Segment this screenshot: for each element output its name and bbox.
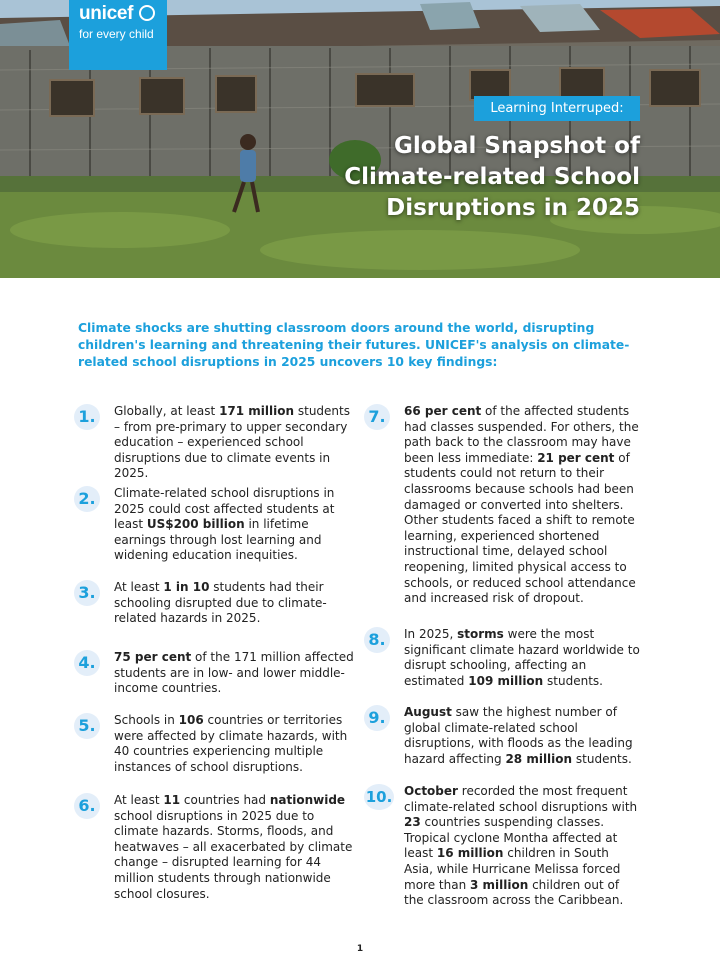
- finding-number: 6.: [74, 793, 100, 819]
- finding-number: 7.: [364, 404, 390, 430]
- body-text: of students could not return to their classrooms because schools had been damaged or converted into shelters. Other students faced a shift to remote learning, experienced shortened instructional time, delayed school reopening, limited physical access to schools, or reduced school attendance and increased risk of dropout.: [404, 450, 636, 606]
- highlight-text: 75 per cent: [114, 650, 192, 664]
- body-text: children in South Asia, while Hurricane Melissa forced more than: [404, 846, 621, 892]
- finding-text: [114, 486, 354, 564]
- body-text: students – from pre-primary to upper secondary education – experienced school disruptions due to climate events in 2025.: [114, 404, 350, 481]
- unicef-logo: [69, 0, 167, 70]
- body-text: countries had: [180, 793, 270, 807]
- logo-wordmark: unicef: [79, 3, 134, 24]
- finding-text: [114, 580, 354, 627]
- finding-number: 8.: [364, 627, 390, 653]
- series-badge: Learning Interruped:: [474, 96, 640, 121]
- finding-number: 10.: [364, 784, 394, 810]
- highlight-text: August: [404, 705, 452, 719]
- finding-text: [404, 784, 640, 909]
- body-text: In 2025,: [404, 627, 458, 641]
- body-text: At least: [114, 580, 164, 594]
- highlight-text: 66 per cent: [404, 404, 482, 418]
- body-text: countries suspending classes. Tropical cyclone Montha affected at least: [404, 815, 618, 861]
- hero-banner: [0, 0, 720, 278]
- finding-text: [114, 713, 354, 775]
- body-text: students.: [543, 673, 603, 688]
- finding-text: [114, 650, 354, 697]
- highlight-text: 16 million: [436, 846, 504, 861]
- highlight-text: US$200 billion: [146, 517, 245, 532]
- finding-text: [114, 793, 354, 902]
- highlight-text: 1 in 10: [163, 580, 210, 594]
- finding-text: [404, 627, 640, 689]
- body-text: Globally, at least: [114, 404, 220, 418]
- highlight-text: October: [404, 784, 458, 798]
- body-text: students.: [572, 751, 632, 766]
- finding-text: [114, 404, 354, 482]
- page-number: 1: [356, 944, 364, 954]
- highlight-text: 11: [163, 793, 181, 807]
- body-text: students had their schooling disrupted due to climate-related hazards in 2025.: [114, 580, 327, 626]
- highlight-text: 28 million: [505, 751, 573, 766]
- finding-number: 1.: [74, 404, 100, 430]
- finding-text: [404, 404, 640, 607]
- highlight-text: 171 million: [219, 404, 295, 418]
- highlight-text: 21 per cent: [537, 450, 615, 465]
- page-title: Global Snapshot of Climate-related School Disruptions in 2025: [344, 133, 640, 221]
- body-text: saw the highest number of global climate-related school disruptions, with floods as the leading hazard affecting: [404, 705, 633, 766]
- body-text: children out of the classroom across the Caribbean.: [404, 877, 624, 908]
- body-text: recorded the most frequent climate-related school disruptions with: [404, 784, 638, 814]
- intro-paragraph: Climate shocks are shutting classroom doors around the world, disrupting children's learning and threatening their futures. UNICEF's analysis on climate-related school disruptions in 2025 uncovers 10 key findings:: [78, 321, 630, 369]
- highlight-text: storms: [457, 627, 504, 641]
- logo-tagline: for every child: [79, 27, 154, 41]
- body-text: Schools in: [114, 713, 179, 727]
- highlight-text: 109 million: [468, 673, 544, 688]
- highlight-text: 23: [404, 815, 421, 830]
- finding-number: 5.: [74, 713, 100, 739]
- finding-text: [404, 705, 640, 767]
- finding-number: 4.: [74, 650, 100, 676]
- body-text: At least: [114, 793, 164, 807]
- body-text: countries or territories were affected by climate hazards, with 40 countries experiencing multiple instances of school disruptions.: [114, 713, 348, 774]
- finding-number: 2.: [74, 486, 100, 512]
- body-text: in lifetime earnings through lost learning and widening education inequities.: [114, 517, 322, 563]
- body-text: school disruptions in 2025 due to climate hazards. Storms, floods, and heatwaves – all exacerbated by climate change – disrupted learning for 44 million students through nationwide school closures.: [114, 808, 353, 901]
- body-text: of the 171 million affected students are in low- and lower middle-income countries.: [114, 650, 354, 696]
- body-text: Climate-related school disruptions in 2025 could cost affected students at least: [114, 486, 335, 532]
- body-text: of the affected students had classes suspended. For others, the path back to the classroom may have been less immediate:: [404, 404, 639, 465]
- finding-number: 3.: [74, 580, 100, 606]
- highlight-text: nationwide: [269, 793, 346, 807]
- highlight-text: 106: [178, 713, 204, 727]
- finding-number: 9.: [364, 705, 390, 731]
- globe-icon: [139, 5, 155, 21]
- highlight-text: 3 million: [469, 877, 529, 892]
- body-text: were the most significant climate hazard worldwide to disrupt schooling, affecting an estimated: [404, 627, 640, 688]
